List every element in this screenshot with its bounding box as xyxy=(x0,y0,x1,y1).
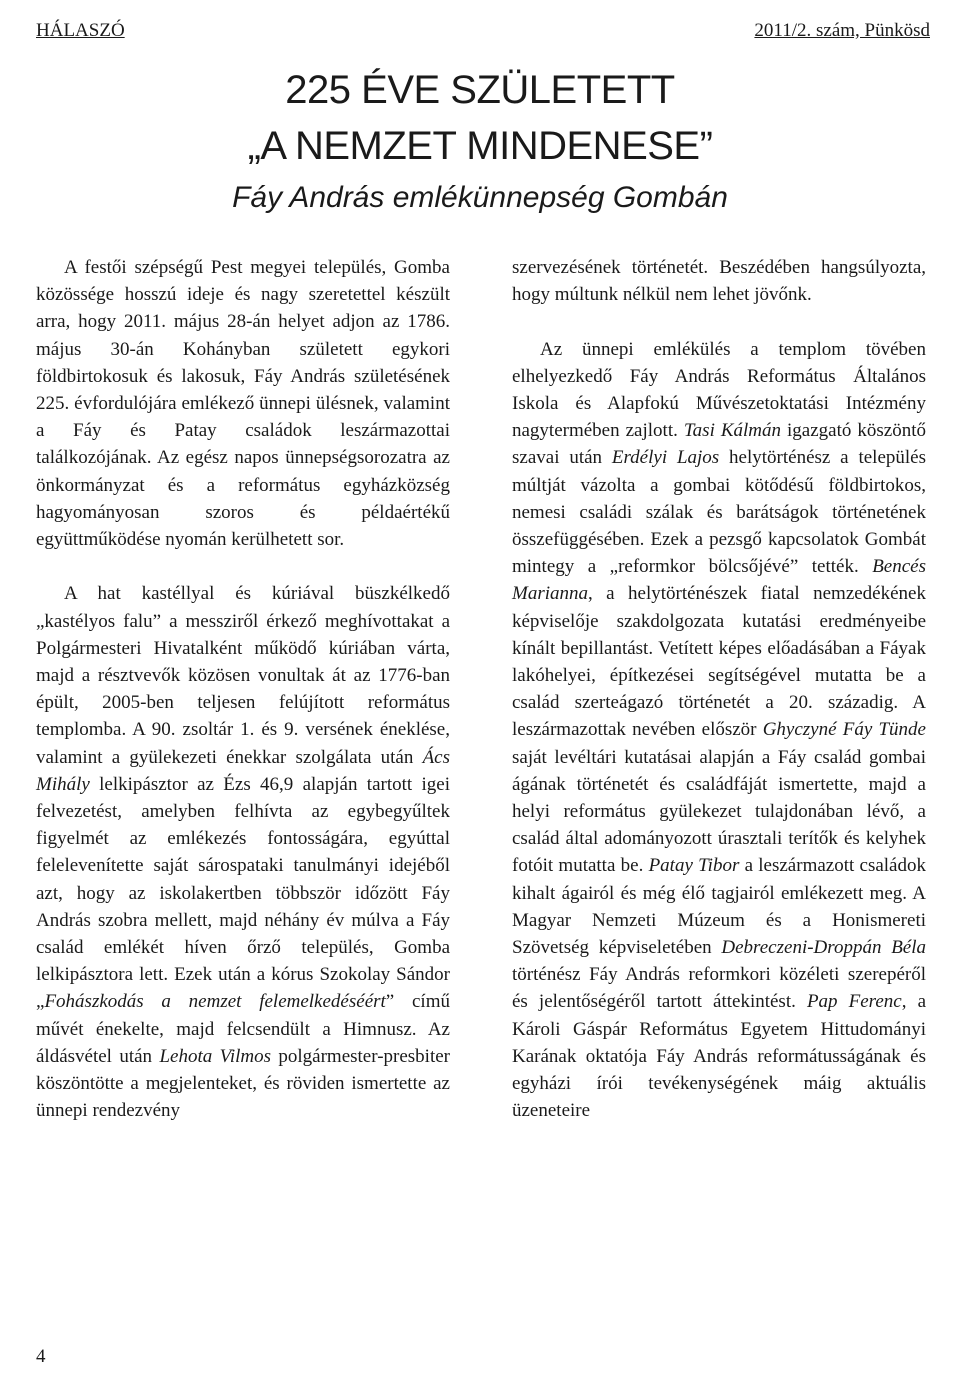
running-header xyxy=(36,18,930,48)
paragraph: szervezésének történetét. Beszédében hangsúlyozta, hogy múltunk nélkül nem lehet jövőnk. xyxy=(512,257,926,306)
paragraph: A hat kastéllyal és kúriával büszkélkedő „kastélyos falu” a messziről érkező meghívottakat a Polgármesteri Hivatalként működő kúriában várta, majd a résztvevők közösen vonultak át az 1776-ban épült, 2005-ben teljesen felújított református templomba. A 90. zsoltár 1. és 9. versének éneklése, valamint a gyülekezeti énekkar szolgálata után Ács Mihály lelkipásztor az Ézs 46,9 alapján tartott igei felvezetést, amelyben felhívta az egybegyűltek figyelmét az emlékezés fontosságára, egyúttal felelevenítette saját sárospataki tanulmányi idejéből azt, hogy az iskolakertben többször időzött Fáy András szobra mellett, majd néhány év múlva a Fáy család emlékét híven őrző település, Gomba lelkipásztora lett. Ezek után a kórus Szokolay Sándor „Fohászkodás a nemzet felemelkedéséért” című művét énekelte, majd felcsendült a Himnusz. Az áldásvétel után Lehota Vilmos polgármester-presbiter köszöntötte a megjelenteket, és röviden ismertette az ünnepi rendezvény xyxy=(36,583,450,1122)
person-name: Ács Mihály xyxy=(36,746,450,795)
work-title: Fohászkodás a nemzet felemelkedéséért xyxy=(44,991,386,1013)
person-name: Ghyczyné Fáy Tünde xyxy=(762,719,926,741)
person-name: Debreczeni-Droppán Béla xyxy=(721,937,927,959)
article-title-line-1: 225 ÉVE SZÜLETETT xyxy=(285,68,675,112)
article-title-block xyxy=(0,66,960,216)
article-subtitle: Fáy András emlékünnepség Gombán xyxy=(232,181,728,214)
person-name: Patay Tibor xyxy=(648,855,740,877)
paragraph: Az ünnepi emlékülés a templom tövében elhelyezkedő Fáy András Református Általános Iskola és Alapfokú Művészetoktatási Intézmény nagytermében zajlott. Tasi Kálmán igazgató köszöntő szavai után Erdélyi Lajos helytörténész a település múltját vázolta a gombai kötődésű földbirtokos, nemesi családi szálak és barátságok történetének összefüggésében. Ezek a pezsgő kapcsolatok Gombát mintegy a „reformkor bölcsőjévé” tették. Bencés Marianna, a helytörténészek fiatal nemzedékének képviselője szakdolgozata kutatási eredményeibe kínált bepillantást. Vetített képes előadásában a Fáyak lakóhelyei, építkezései segítségével mutatta be a család szerteágazó történetét a 20. századig. A leszármazottak nevében először Ghyczyné Fáy Tünde saját levéltári kutatásai alapján a Fáy család gombai ágának történetét és családfáját ismertette, majd a helyi református gyülekezet tulajdonában lévő, a család által adományozott úrasztali terítők és kelyhek fotóit mutatta be. Patay Tibor a leszármazott családok kihalt ágairól és még élő tagjairól emlékezett meg. A Magyar Nemzeti Múzeum és a Honismereti Szövetség képviseletében Debreczeni-Droppán Béla történész Fáy András reformkori közéleti szerepéről és jelentőségéről tartott áttekintést. Pap Ferenc, a Károli Gáspár Református Egyetem Hittudományi Karának oktatója Fáy András reformátusságának és egyházi írói tevékenységének máig aktuális üzeneteire xyxy=(512,338,927,1122)
page-number: 4 xyxy=(36,1346,46,1367)
issue-info: 2011/2. szám, Pünkösd xyxy=(754,20,930,41)
paragraph: A festői szépségű Pest megyei település, Gomba közössége hosszú ideje és nagy szeretettel készült arra, hogy 2011. május 28-án helyet adjon az 1786. május 30-án Kohányban született egykori földbirtokosuk és lakosuk, Fáy András születésének 225. évfordulójára emlékező ünnepi ülésnek, valamint a Fáy és Patay családok leszármazottai találkozójának. Az egész napos ünnepségsorozatra az önkormányzat és a református egyházközség hagyományosan szoros és példaértékű együttműködése nyomán kerülhetett sor. xyxy=(36,257,450,551)
person-name: Bencés Marianna xyxy=(512,556,926,605)
publication-name: HÁLASZÓ xyxy=(36,20,125,41)
right-column xyxy=(512,254,926,1124)
person-name: Pap Ferenc xyxy=(806,991,902,1013)
person-name: Erdélyi Lajos xyxy=(611,447,720,469)
person-name: Lehota Vilmos xyxy=(159,1045,271,1067)
person-name: Tasi Kálmán xyxy=(683,420,782,442)
article-title-line-2: „A NEMZET MINDENESE” xyxy=(247,124,713,168)
left-column xyxy=(36,254,450,1124)
